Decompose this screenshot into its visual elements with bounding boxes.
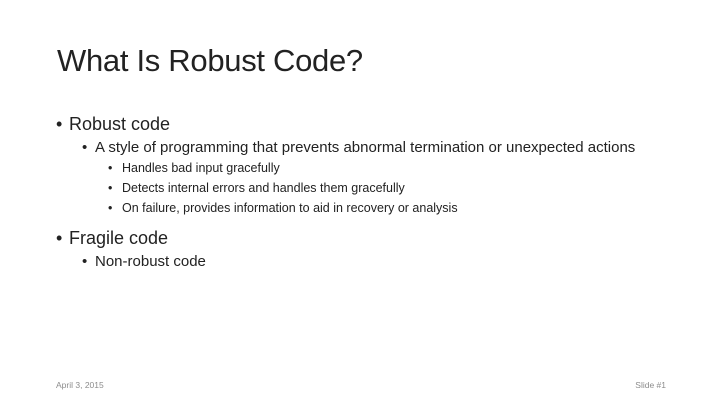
slide-title: What Is Robust Code?: [57, 43, 363, 78]
bullet-item-on-failure: [0, 199, 720, 218]
bullet-item-style-definition: [0, 138, 720, 158]
bullet-text: Robust code: [69, 114, 171, 134]
footer-slide-number: Slide #1: [635, 380, 666, 390]
bullet-item-robust-code: [0, 112, 720, 136]
bullet-text: On failure, provides information to aid in recovery or analysis: [122, 201, 458, 215]
bullet-text: Fragile code: [69, 228, 169, 248]
footer-date: April 3, 2015: [56, 380, 104, 390]
bullet-item-fragile-code: [0, 226, 720, 250]
bullet-item-non-robust: [0, 252, 720, 272]
bullet-icon: •: [56, 114, 63, 134]
bullet-icon: •: [82, 253, 88, 270]
bullet-icon: •: [56, 228, 63, 248]
bullet-item-bad-input: [0, 159, 720, 178]
bullet-item-internal-errors: [0, 179, 720, 198]
bullet-icon: •: [108, 161, 113, 175]
bullet-icon: •: [82, 139, 88, 156]
slide-content: [0, 112, 720, 272]
bullet-text: Handles bad input gracefully: [122, 161, 280, 175]
bullet-icon: •: [108, 201, 113, 215]
bullet-icon: •: [108, 181, 113, 195]
bullet-text: Non-robust code: [95, 253, 206, 270]
bullet-text: A style of programming that prevents abnormal termination or unexpected actions: [95, 139, 636, 156]
bullet-text: Detects internal errors and handles them gracefully: [122, 181, 405, 195]
